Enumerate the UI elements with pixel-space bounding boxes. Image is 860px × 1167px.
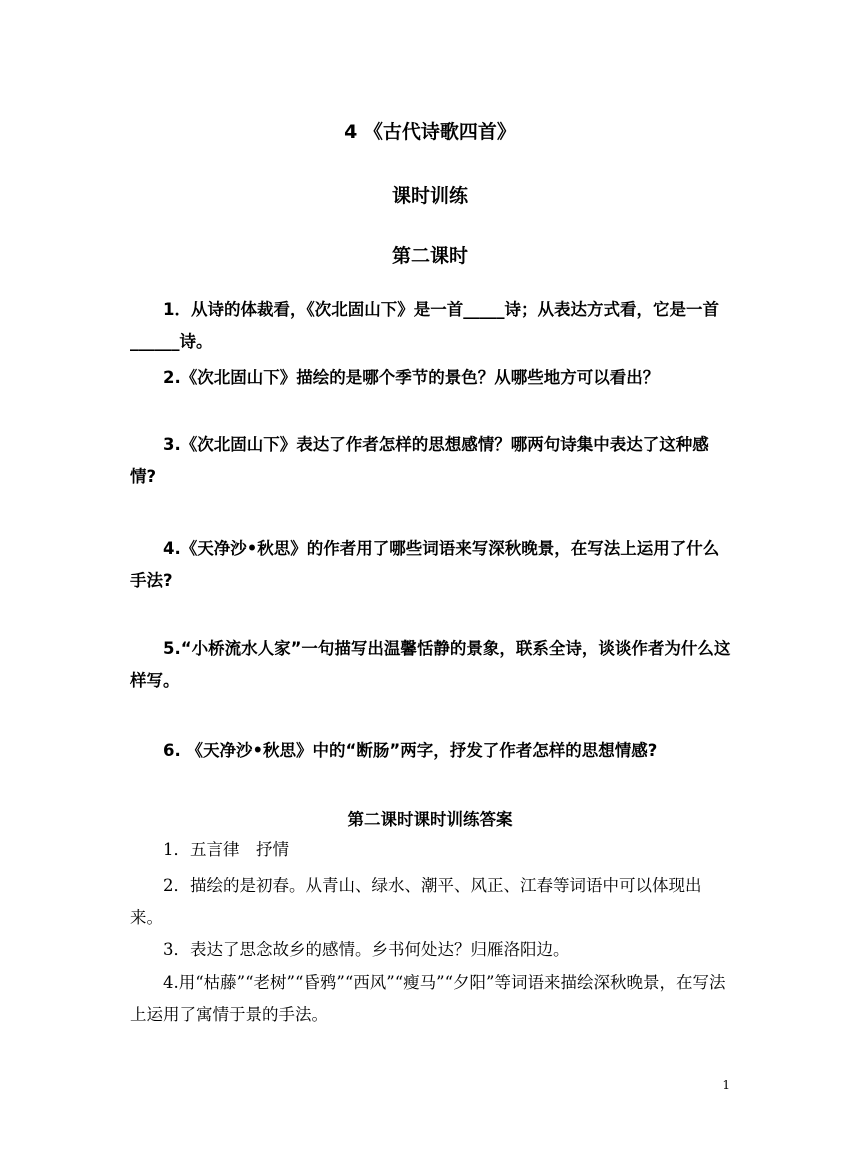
- document-subtitle: 课时训练: [391, 185, 468, 207]
- answers-title: 第二课时课时训练答案: [347, 810, 513, 829]
- question-4: 4.《天净沙•秋思》的作者用了哪些词语来写深秋晚景，在写法上运用了什么手法?: [130, 539, 720, 590]
- answer-1: 1．五言律 抒情: [163, 840, 289, 859]
- page-number: 1: [722, 1078, 730, 1092]
- answer-4: 4.用“枯藤”“老树”“昏鸦”“西风”“瘦马”“夕阳”等词语来描绘深秋晚景，在写法上运用了寓情于景的手法。: [130, 973, 726, 1024]
- question-5: 5.“小桥流水人家”一句描写出温馨恬静的景象，联系全诗，谈谈作者为什么这样写。: [130, 639, 731, 690]
- answer-3: 3．表达了思念故乡的感情。乡书何处达？归雁洛阳边。: [163, 940, 570, 959]
- document-title: 4 《古代诗歌四首》: [344, 121, 516, 143]
- lesson-heading: 第二课时: [391, 245, 468, 267]
- question-2: 2.《次北固山下》描绘的是哪个季节的景色？从哪些地方可以看出？: [163, 368, 660, 387]
- answer-2: 2．描绘的是初春。从青山、绿水、潮平、风正、江春等词语中可以体现出来。: [130, 876, 702, 927]
- question-1: 1．从诗的体裁看，《次北固山下》是一首_____诗；从表达方式看，它是一首______诗。: [130, 300, 719, 351]
- question-3: 3.《次北固山下》表达了作者怎样的思想感情？哪两句诗集中表达了这种感情?: [130, 435, 709, 486]
- question-6: 6. 《天净沙•秋思》中的“断肠”两字，抒发了作者怎样的思想情感?: [163, 741, 658, 760]
